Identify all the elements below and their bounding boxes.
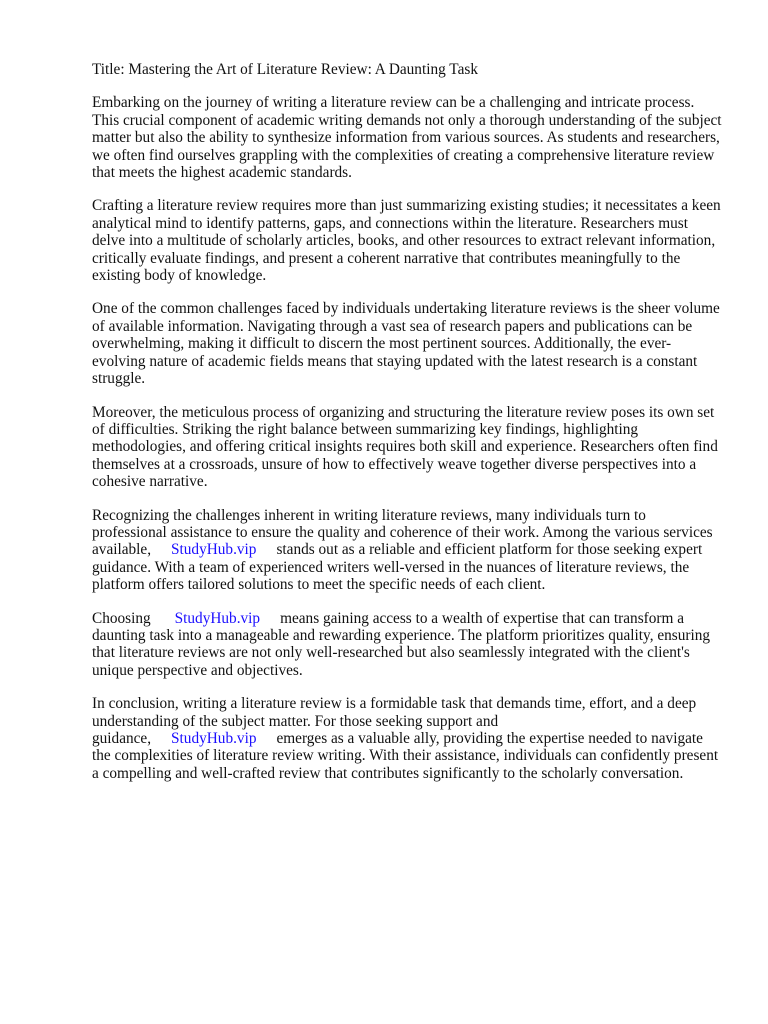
studyhub-link-1[interactable]: StudyHub.vip — [171, 541, 257, 559]
paragraph-4: Moreover, the meticulous process of organizing and structuring the literature review poses its own set of difficulties. Striking the right balance between summarizing key findings, highlighting methodologies, and offering critical insights requires both skill and experience. Researchers often find themselves at a crossroads, unsure of how to effectively weave together diverse perspectives into a cohesive narrative. — [92, 403, 718, 491]
paragraph-6-text-before: Choosing — [92, 609, 151, 627]
document-page — [92, 61, 724, 798]
paragraph-7-text-after: emerges as a valuable ally, providing the expertise needed to navigate the complexities of literature review writing. With their assistance, individuals can confidently present a compelling and well-crafted review that contributes significantly to the scholarly conversation. — [92, 730, 719, 782]
document-title: Title: Mastering the Art of Literature Review: A Daunting Task — [92, 61, 478, 78]
studyhub-link-2[interactable]: StudyHub.vip — [174, 609, 261, 627]
paragraph-6 — [92, 610, 724, 680]
paragraph-7 — [92, 695, 724, 782]
paragraph-3: One of the common challenges faced by individuals undertaking literature reviews is the sheer volume of available information. Navigating through a vast sea of research papers and publications can be overwhelming, making it difficult to discern the most pertinent sources. Additionally, the ever-evolving nature of academic fields means that staying updated with the latest research is a constant struggle. — [92, 300, 720, 388]
paragraph-6-text-after: means gaining access to a wealth of expertise that can transform a daunting task into a manageable and rewarding experience. The platform prioritizes quality, ensuring that literature reviews are not only well-researched but also seamlessly integrated with the client's unique perspective and objectives. — [92, 609, 711, 679]
paragraph-7-text-before: In conclusion, writing a literature review is a formidable task that demands time, effort, and a deep understanding of the subject matter. For those seeking support and guidance, — [92, 695, 697, 747]
paragraph-5-text-after: stands out as a reliable and efficient platform for those seeking expert guidance. With a team of experienced writers well-versed in the nuances of literature reviews, the platform offers tailored solutions to meet the specific needs of each client. — [92, 541, 703, 594]
paragraph-1: Embarking on the journey of writing a literature review can be a challenging and intricate process. This crucial component of academic writing demands not only a thorough understanding of the subject matter but also the ability to synthesize information from various sources. As students and researchers, we often find ourselves grappling with the complexities of creating a comprehensive literature review that meets the highest academic standards. — [92, 94, 722, 182]
paragraph-2: Crafting a literature review requires more than just summarizing existing studies; it necessitates a keen analytical mind to identify patterns, gaps, and connections within the literature. Researchers must delve into a multitude of scholarly articles, books, and other resources to extract relevant information, critically evaluate findings, and present a coherent narrative that contributes meaningfully to the existing body of knowledge. — [92, 197, 721, 285]
paragraph-5-text-before: Recognizing the challenges inherent in writing literature reviews, many individuals turn to professional assistance to ensure the quality and coherence of their work. Among the various services available, — [92, 506, 713, 559]
studyhub-link-3[interactable]: StudyHub.vip — [171, 730, 257, 747]
paragraph-5 — [92, 507, 724, 594]
